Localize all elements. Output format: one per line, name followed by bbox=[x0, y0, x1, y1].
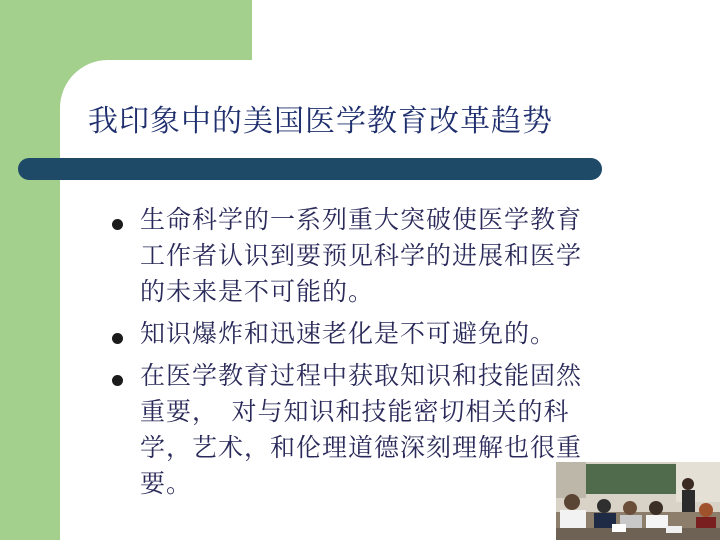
bullet-3-line-3: 学，艺术，和伦理道德深刻理解也很重 bbox=[140, 433, 583, 462]
bullet-3-line-4: 要。 bbox=[140, 469, 193, 498]
bullet-dot-icon bbox=[112, 375, 123, 386]
bullet-3-line-2: 重要， 对与知识和技能密切相关的科 bbox=[140, 397, 570, 426]
bullet-dot-icon bbox=[112, 219, 123, 230]
bullet-item-1 bbox=[98, 202, 638, 310]
bullet-1-line-3: 的未来是不可能的。 bbox=[140, 277, 375, 306]
bullet-item-2 bbox=[98, 316, 638, 352]
classroom-photo bbox=[556, 462, 720, 540]
bullet-dot-icon bbox=[112, 333, 123, 344]
classroom-photo-illustration bbox=[556, 462, 720, 540]
bullet-1-line-1: 生命科学的一系列重大突破使医学教育 bbox=[140, 205, 583, 234]
slide-title: 我印象中的美国医学教育改革趋势 bbox=[88, 104, 553, 139]
bullet-2-line-1: 知识爆炸和迅速老化是不可避免的。 bbox=[140, 319, 557, 348]
bullet-3-line-1: 在医学教育过程中获取知识和技能固然 bbox=[140, 361, 583, 390]
title-underline-bar bbox=[18, 158, 602, 180]
bullet-1-line-2: 工作者认识到要预见科学的进展和医学 bbox=[140, 241, 583, 270]
